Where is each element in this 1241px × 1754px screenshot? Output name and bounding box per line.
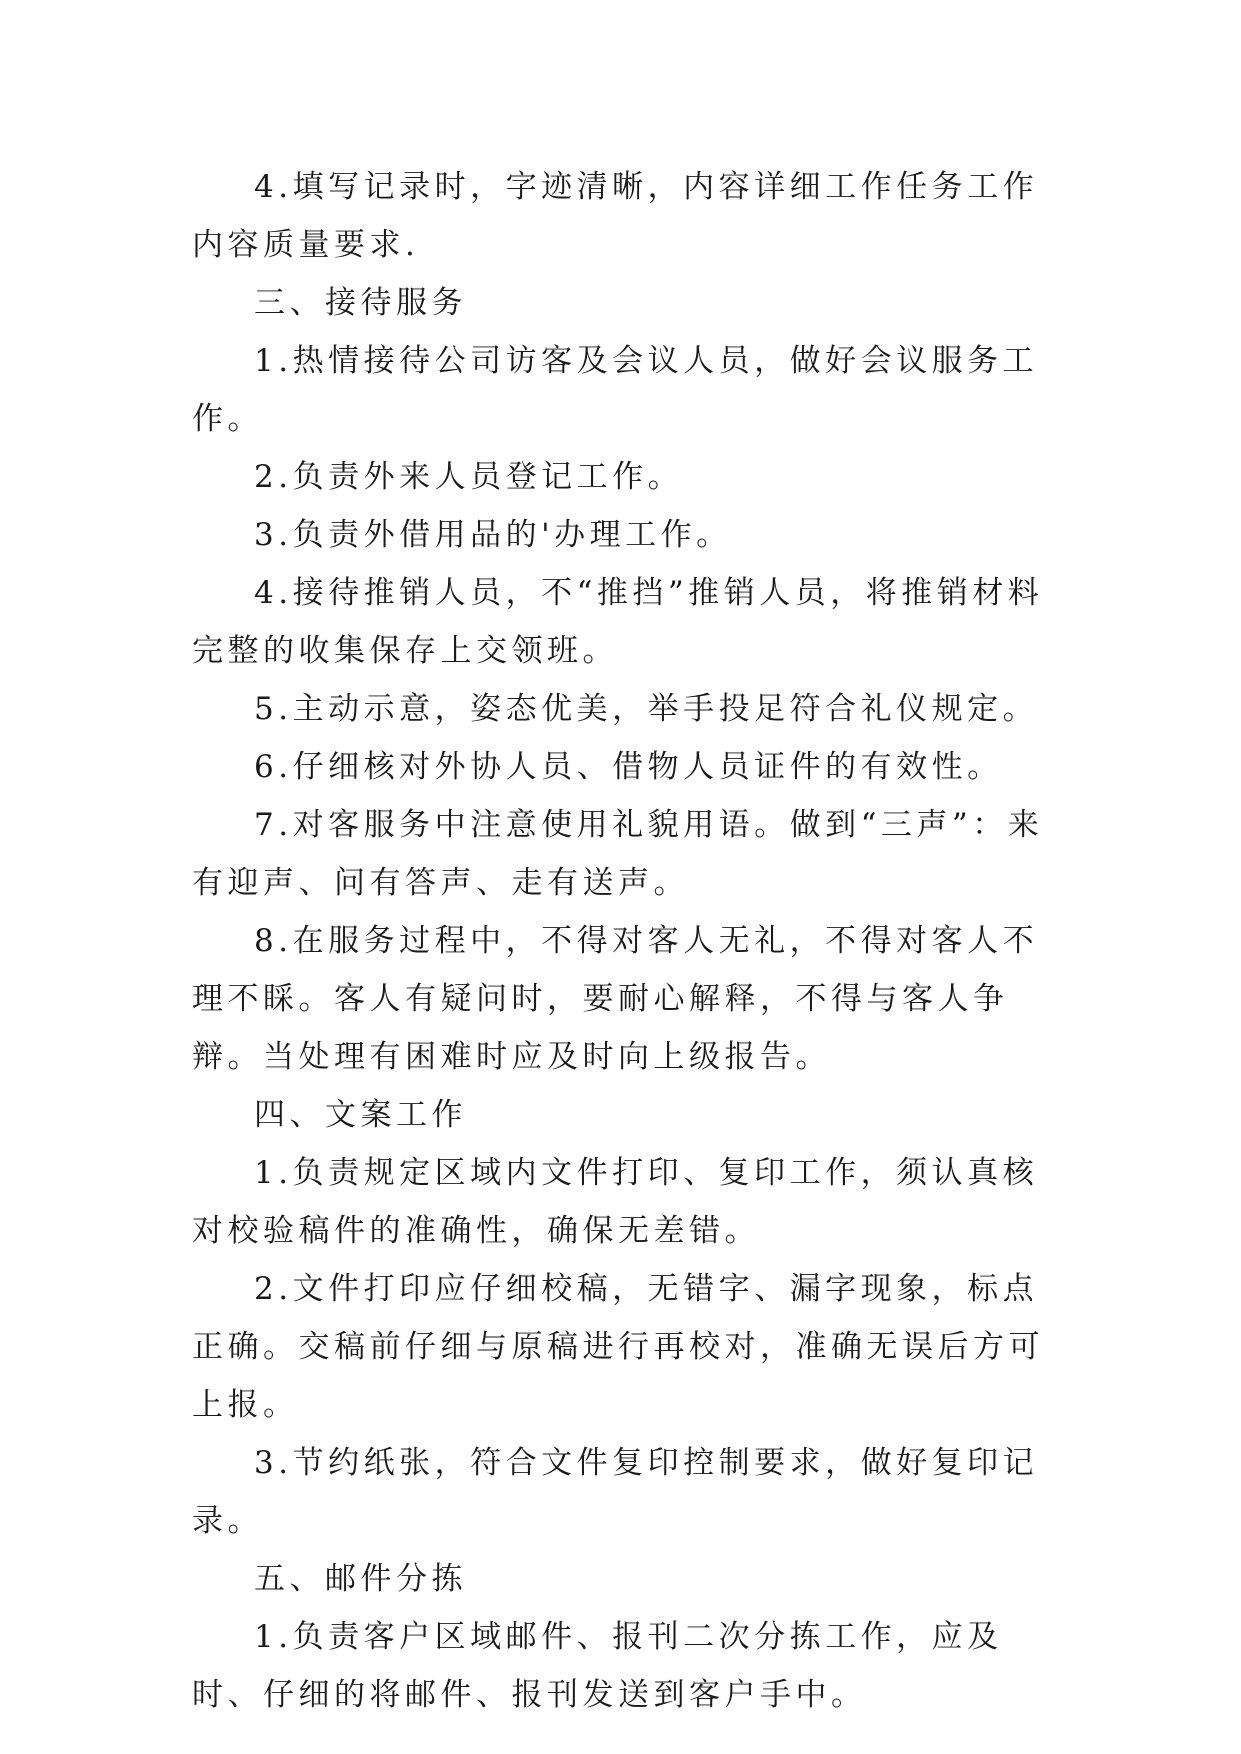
paragraph-reception-4: 4.接待推销人员，不“推挡”推销人员，将推销材料完整的收集保存上交领班。	[192, 575, 1044, 669]
section-heading-mail-sorting: 五、邮件分拣	[254, 1561, 467, 1597]
document-body	[192, 158, 1052, 1724]
paragraph-reception-5: 5.主动示意，姿态优美，举手投足符合礼仪规定。	[254, 691, 1039, 727]
paragraph-paperwork-1: 1.负责规定区域内文件打印、复印工作，须认真核对校验稿件的准确性，确保无差错。	[192, 1155, 1039, 1249]
paragraph-reception-3: 3.负责外借用品的'办理工作。	[254, 517, 732, 553]
paragraph-paperwork-3: 3.节约纸张，符合文件复印控制要求，做好复印记录。	[192, 1445, 1039, 1539]
paragraph-reception-1: 1.热情接待公司访客及会议人员，做好会议服务工作。	[192, 343, 1039, 437]
paragraph-reception-6: 6.仔细核对外协人员、借物人员证件的有效性。	[254, 749, 1003, 785]
paragraph-paperwork-2: 2.文件打印应仔细校稿，无错字、漏字现象，标点正确。交稿前仔细与原稿进行再校对，准确无误后方可上报。	[192, 1271, 1044, 1423]
paragraph-reception-7: 7.对客服务中注意使用礼貌用语。做到“三声”：来有迎声、问有答声、走有送声。	[192, 807, 1044, 901]
paragraph-reception-2: 2.负责外来人员登记工作。	[254, 459, 684, 495]
paragraph-mail-sorting-1: 1.负责客户区域邮件、报刊二次分拣工作，应及时、仔细的将邮件、报刊发送到客户手中。	[192, 1619, 1003, 1713]
paragraph-reception-8: 8.在服务过程中，不得对客人无礼，不得对客人不理不睬。客人有疑问时，要耐心解释，不得与客人争辩。当处理有困难时应及时向上级报告。	[192, 923, 1039, 1075]
section-heading-paperwork: 四、文案工作	[254, 1097, 467, 1133]
paragraph-item-4-record: 4.填写记录时，字迹清晰，内容详细工作任务工作内容质量要求.	[192, 169, 1039, 263]
section-heading-reception: 三、接待服务	[254, 285, 467, 321]
